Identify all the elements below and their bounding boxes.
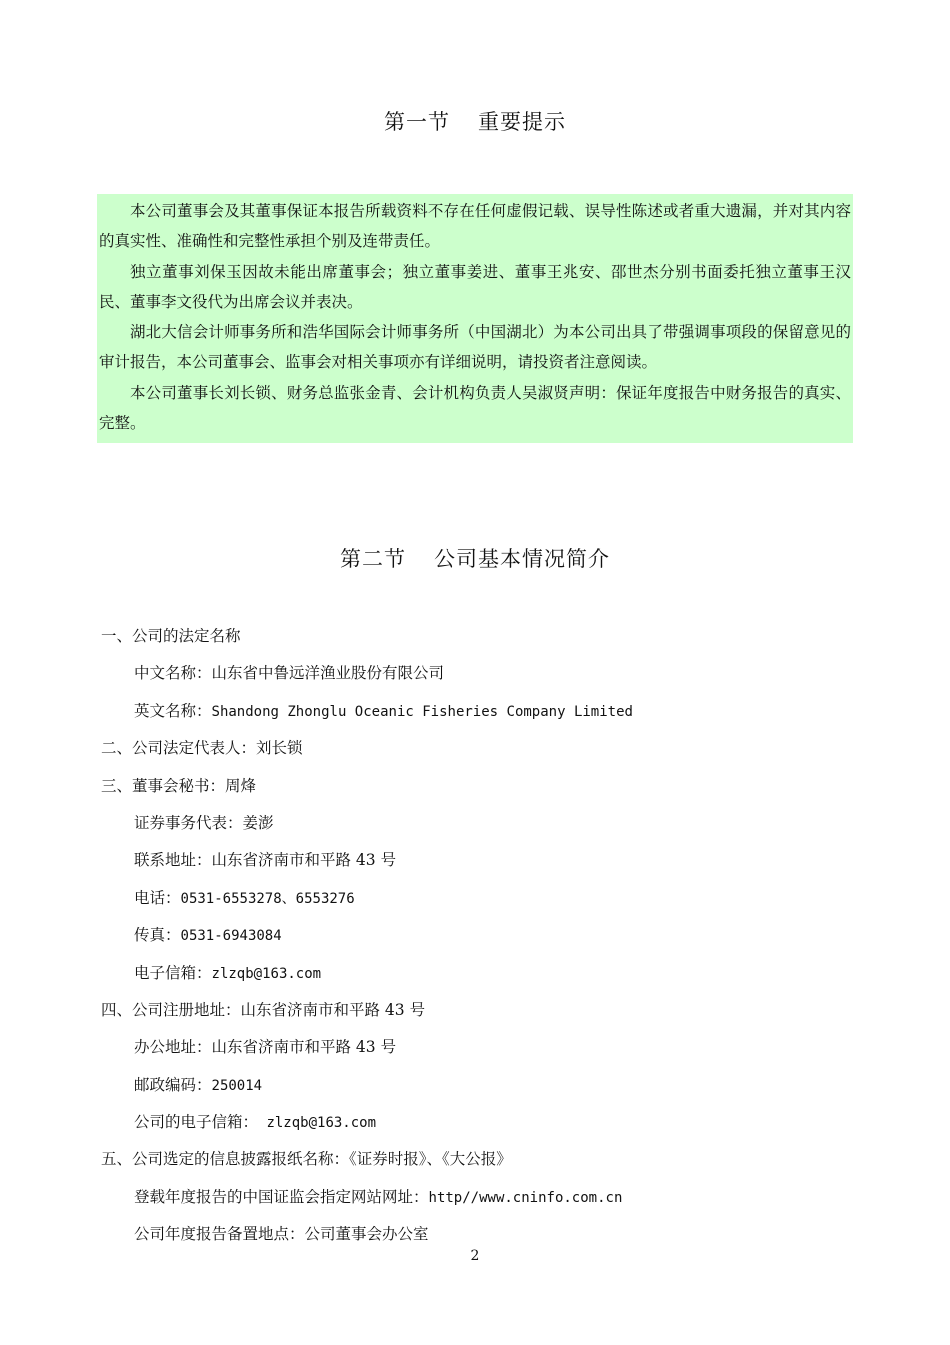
section-1-number: 第一节 (384, 110, 450, 134)
website-value: http//www.cninfo.com.cn (428, 1189, 623, 1206)
legal-representative: 二、公司法定代表人：刘长锁 (101, 739, 303, 758)
postal-code-label: 邮政编码： (134, 1075, 212, 1094)
disclosure-newspapers: 五、公司选定的信息披露报纸名称：《证券时报》、《大公报》 (101, 1150, 512, 1169)
important-notice-box (97, 194, 853, 443)
company-info-list (101, 618, 861, 1254)
phone-label: 电话： (134, 888, 181, 907)
office-address: 办公地址：山东省济南市和平路 43 号 (134, 1038, 397, 1057)
notice-paragraph-1: 本公司董事会及其董事保证本报告所载资料不存在任何虚假记载、误导性陈述或者重大遗漏，并对其内容的真实性、准确性和完整性承担个别及连带责任。 (99, 202, 851, 251)
report-location: 公司年度报告备置地点：公司董事会办公室 (134, 1225, 429, 1244)
postal-code-row (101, 1067, 861, 1104)
english-name-label: 英文名称： (134, 701, 212, 720)
fax-value: 0531-6943084 (180, 928, 282, 945)
contact-address: 联系地址：山东省济南市和平路 43 号 (134, 851, 397, 870)
postal-code-value: 250014 (211, 1077, 263, 1094)
board-secretary: 三、董事会秘书：周烽 (101, 776, 257, 795)
fax-row (101, 917, 861, 954)
chinese-name-row (101, 655, 861, 692)
section-2-number: 第二节 (340, 547, 406, 571)
securities-representative: 证券事务代表：姜澎 (134, 813, 274, 832)
registered-address: 四、公司注册地址：山东省济南市和平路 43 号 (101, 1000, 426, 1019)
notice-paragraph-3: 湖北大信会计师事务所和浩华国际会计师事务所（中国湖北）为本公司出具了带强调事项段的保留意见的审计报告，本公司董事会、监事会对相关事项亦有详细说明，请投资者注意阅读。 (99, 323, 851, 372)
notice-paragraph-2: 独立董事刘保玉因故未能出席董事会；独立董事姜进、董事王兆安、邵世杰分别书面委托独立董事王汉民、董事李文役代为出席会议并表决。 (99, 262, 851, 311)
company-email-label: 公司的电子信箱： (134, 1113, 259, 1132)
english-name-value: Shandong Zhonglu Oceanic Fisheries Company Limited (211, 703, 633, 720)
section-1-heading (0, 106, 950, 136)
section-2-title: 公司基本情况简介 (434, 547, 610, 571)
page-number: 2 (470, 1248, 480, 1264)
chinese-name-value: 山东省中鲁远洋渔业股份有限公司 (211, 664, 445, 683)
legal-name-heading: 一、公司的法定名称 (101, 627, 241, 645)
phone-value: 0531-6553278、6553276 (180, 890, 355, 907)
section-1-title: 重要提示 (478, 110, 566, 134)
company-email-value: zlzqb@163.com (258, 1115, 377, 1132)
fax-label: 传真： (134, 926, 181, 945)
phone-row (101, 880, 861, 917)
section-2-heading (0, 543, 950, 573)
website-row (101, 1179, 861, 1216)
website-label: 登载年度报告的中国证监会指定网站网址： (134, 1187, 429, 1206)
chinese-name-label: 中文名称： (134, 664, 212, 683)
email-value: zlzqb@163.com (211, 965, 322, 982)
notice-paragraph-4: 本公司董事长刘长锁、财务总监张金青、会计机构负责人吴淑贤声明：保证年度报告中财务报告的真实、完整。 (99, 383, 851, 433)
email-label: 电子信箱： (134, 963, 212, 982)
english-name-row (101, 693, 861, 730)
email-row (101, 955, 861, 992)
company-email-row (101, 1104, 861, 1141)
